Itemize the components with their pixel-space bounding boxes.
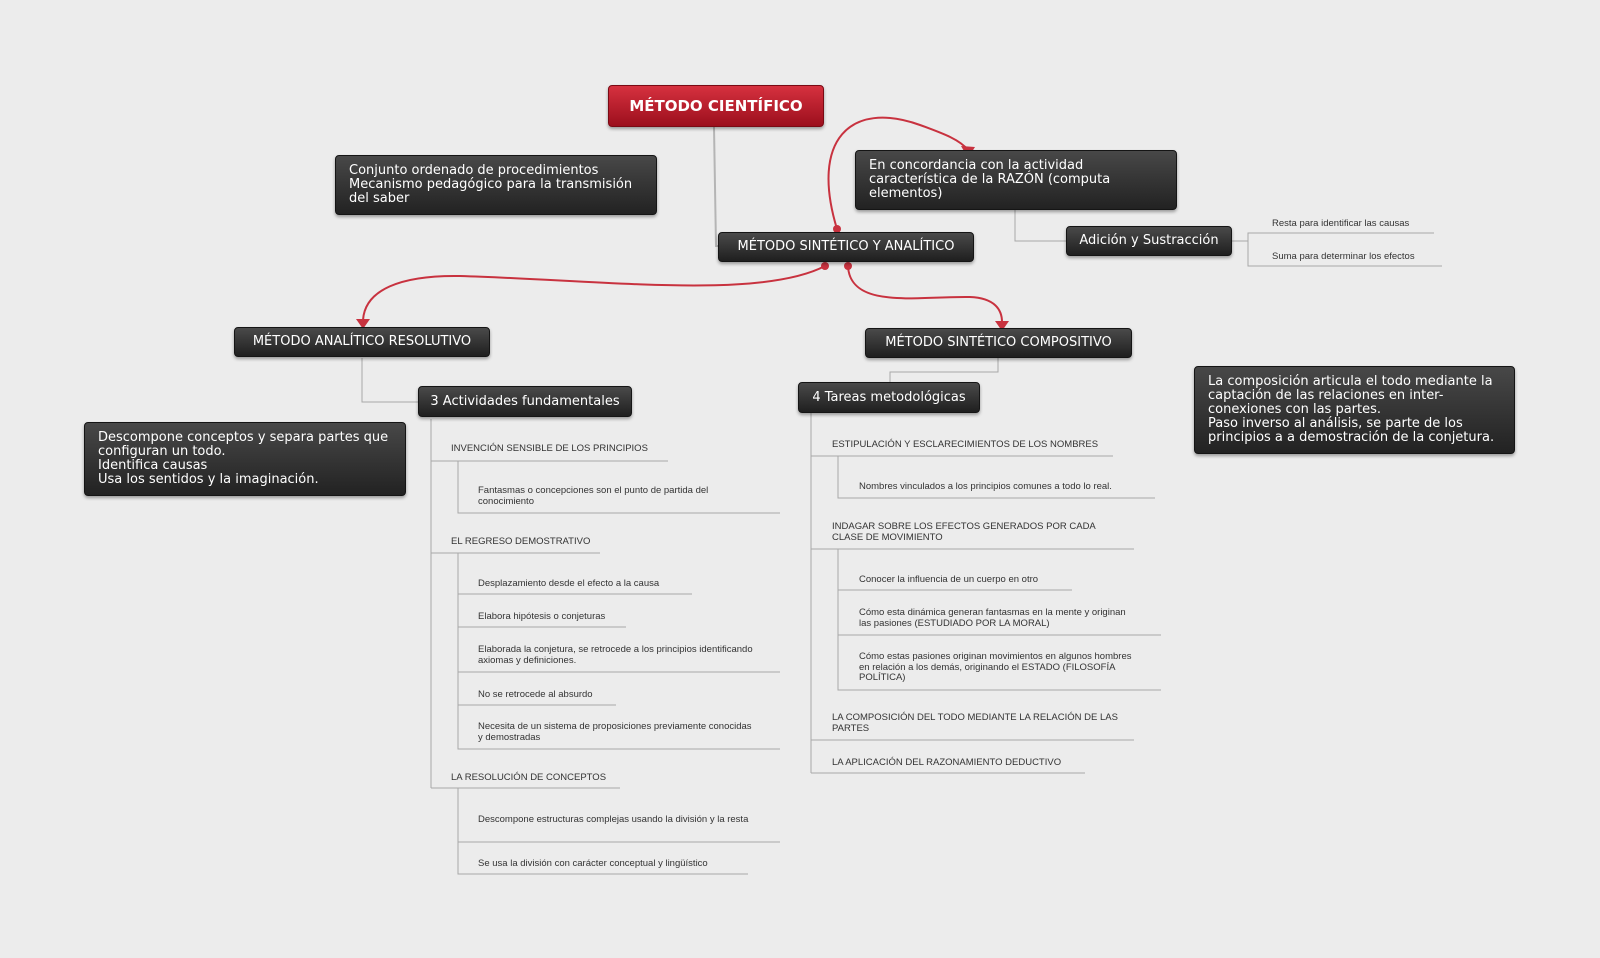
central-to-hub-line: [714, 127, 718, 246]
activity-item[interactable]: Descompone estructuras complejas usando la división y la resta: [478, 814, 749, 825]
activity-group-title[interactable]: INVENCIÓN SENSIBLE DE LOS PRINCIPIOS: [451, 443, 648, 454]
summary-line: Mecanismo pedagógico para la transmisión: [349, 177, 633, 192]
activity-item[interactable]: Elabora hipótesis o conjeturas: [478, 611, 606, 622]
summary-note: [335, 155, 657, 215]
analytic-topic[interactable]: MÉTODO ANALÍTICO RESOLUTIVO: [234, 327, 490, 357]
activity-group-title[interactable]: LA RESOLUCIÓN DE CONCEPTOS: [451, 772, 607, 783]
reason-to-addition-line: [1015, 208, 1066, 241]
summary-line: del saber: [349, 191, 410, 206]
synthetic-to-tasks-line: [890, 358, 998, 383]
analytic-note: [84, 422, 406, 496]
synthetic-note-line: Paso inverso al análisis, se parte de los: [1208, 416, 1463, 431]
activity-item[interactable]: Elaborada la conjetura, se retrocede a los principios identificando axiomas y definiciones.: [478, 644, 753, 666]
reason-note: [855, 150, 1177, 210]
task-item[interactable]: Cómo esta dinámica generan fantasmas en la mente y originan las pasiones (ESTUDIADO POR LA MORAL): [859, 607, 1126, 629]
activity-item[interactable]: No se retrocede al absurdo: [478, 689, 593, 700]
hub-to-synthetic-arrow: [848, 266, 1002, 322]
activity-item[interactable]: Necesita de un sistema de proposiciones previamente conocidas y demostradas: [478, 721, 752, 743]
task-item[interactable]: Cómo estas pasiones originan movimientos en algunos hombres en relación a los demás, originando el ESTADO (FILOSOFÍA POLÍTICA): [859, 651, 1132, 683]
hub-topic[interactable]: MÉTODO SINTÉTICO Y ANALÍTICO: [718, 232, 974, 262]
activity-item[interactable]: Fantasmas o concepciones son el punto de partida del conocimiento: [478, 485, 709, 507]
activity-group-title[interactable]: EL REGRESO DEMOSTRATIVO: [451, 536, 591, 547]
summary-line: Conjunto ordenado de procedimientos: [349, 163, 599, 178]
analytic-note-line: configuran un todo.: [98, 444, 226, 459]
analytic-to-activities-line: [362, 358, 418, 402]
addition-topic[interactable]: Adición y Sustracción: [1066, 226, 1232, 256]
synthetic-topic[interactable]: MÉTODO SINTÉTICO COMPOSITIVO: [865, 328, 1132, 358]
reason-line: característica de la RAZÓN (computa: [869, 172, 1111, 187]
synthetic-note-line: captación de las relaciones en inter-: [1208, 388, 1444, 403]
addition-children-bracket: [1232, 233, 1434, 241]
synthetic-note: [1194, 366, 1515, 454]
task-item[interactable]: Nombres vinculados a los principios comunes a todo lo real.: [859, 481, 1112, 492]
activity-item[interactable]: Se usa la división con carácter conceptual y lingüístico: [478, 858, 708, 869]
task-group-title[interactable]: INDAGAR SOBRE LOS EFECTOS GENERADOS POR CADA CLASE DE MOVIMIENTO: [832, 521, 1096, 543]
reason-line: En concordancia con la actividad: [869, 158, 1084, 173]
task-item[interactable]: Conocer la influencia de un cuerpo en otro: [859, 574, 1039, 585]
relationship-arrows: [363, 118, 1002, 322]
analytic-note-line: Descompone conceptos y separa partes que: [98, 430, 389, 445]
analytic-note-line: Usa los sentidos y la imaginación.: [98, 472, 319, 487]
hub-to-analytic-arrow: [363, 266, 825, 320]
analytic-note-line: Identifica causas: [98, 458, 208, 473]
activities-topic[interactable]: 3 Actividades fundamentales: [418, 386, 632, 417]
tasks-topic[interactable]: 4 Tareas metodológicas: [798, 382, 980, 413]
central-topic[interactable]: MÉTODO CIENTÍFICO: [608, 85, 824, 127]
synthetic-note-line: conexiones con las partes.: [1208, 402, 1382, 417]
task-group-title[interactable]: LA APLICACIÓN DEL RAZONAMIENTO DEDUCTIVO: [832, 757, 1062, 768]
synthetic-note-line: principios a a demostración de la conjetura.: [1208, 430, 1495, 445]
task-group-title[interactable]: LA COMPOSICIÓN DEL TODO MEDIANTE LA RELACIÓN DE LAS PARTES: [832, 712, 1118, 734]
synthetic-note-line: La composición articula el todo mediante la: [1208, 374, 1493, 389]
reason-line: elementos): [869, 186, 943, 201]
activity-item[interactable]: Desplazamiento desde el efecto a la causa: [478, 578, 660, 589]
addition-child[interactable]: Suma para determinar los efectos: [1272, 251, 1415, 262]
addition-child[interactable]: Resta para identificar las causas: [1272, 218, 1410, 229]
task-group-title[interactable]: ESTIPULACIÓN Y ESCLARECIMIENTOS DE LOS NOMBRES: [832, 439, 1099, 450]
